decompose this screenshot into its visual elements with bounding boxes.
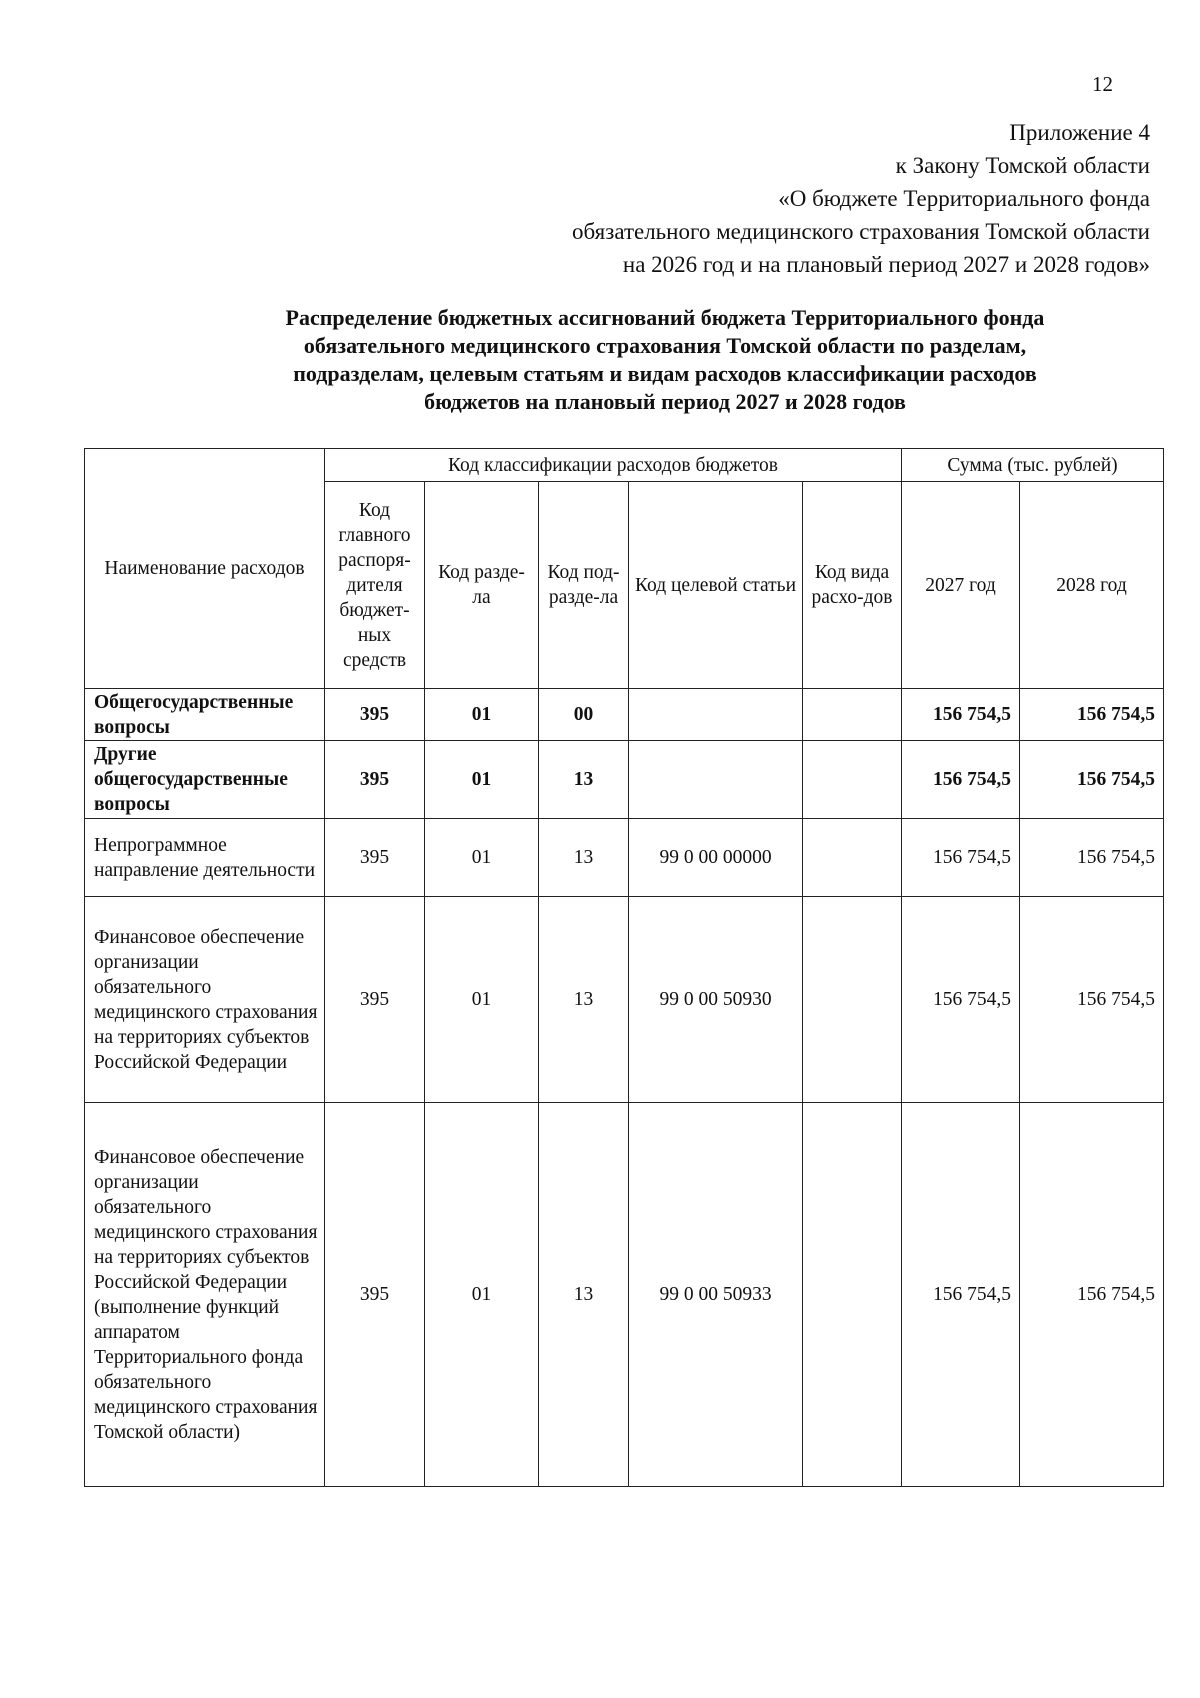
header-target-article: Код целевой статьи: [629, 482, 803, 689]
row-subsection-code: 13: [539, 741, 629, 819]
row-manager-code: 395: [325, 819, 425, 897]
row-type-code: [803, 1103, 902, 1487]
row-type-code: [803, 819, 902, 897]
appendix-line: «О бюджете Территориального фонда: [778, 186, 1150, 211]
row-section-code: 01: [425, 897, 539, 1103]
row-target-code: 99 0 00 50933: [629, 1103, 803, 1487]
row-target-code: 99 0 00 50930: [629, 897, 803, 1103]
row-amount-2028: 156 754,5: [1020, 819, 1164, 897]
row-section-code: 01: [425, 741, 539, 819]
budget-table: [84, 448, 1164, 1487]
row-section-code: 01: [425, 819, 539, 897]
row-target-code: [629, 741, 803, 819]
table-row: [85, 741, 1164, 819]
header-main-manager: Код главного распоря-дителя бюджет-ных средств: [325, 482, 425, 689]
appendix-line: обязательного медицинского страхования Томской области: [572, 219, 1150, 244]
title-line: обязательного медицинского страхования Томской области по разделам,: [303, 333, 1027, 358]
row-amount-2027: 156 754,5: [902, 819, 1020, 897]
row-subsection-code: 13: [539, 897, 629, 1103]
header-expense-type: Код вида расхо-дов: [803, 482, 902, 689]
row-subsection-code: 00: [539, 689, 629, 741]
table-row: [85, 689, 1164, 741]
header-section: Код разде-ла: [425, 482, 539, 689]
row-target-code: 99 0 00 00000: [629, 819, 803, 897]
row-subsection-code: 13: [539, 819, 629, 897]
row-manager-code: 395: [325, 689, 425, 741]
header-year-2027: 2027 год: [902, 482, 1020, 689]
row-section-code: 01: [425, 689, 539, 741]
header-subsection: Код под-разде-ла: [539, 482, 629, 689]
row-subsection-code: 13: [539, 1103, 629, 1487]
title-line: Распределение бюджетных ассигнований бюджета Территориального фонда: [285, 305, 1045, 330]
row-type-code: [803, 741, 902, 819]
header-year-2028: 2028 год: [1020, 482, 1164, 689]
table-row: [85, 1103, 1164, 1487]
row-amount-2027: 156 754,5: [902, 1103, 1020, 1487]
appendix-line: Приложение 4: [1009, 120, 1150, 145]
title-line: бюджетов на плановый период 2027 и 2028 годов: [424, 389, 906, 414]
table-row: [85, 897, 1164, 1103]
row-section-code: 01: [425, 1103, 539, 1487]
header-amount: Сумма (тыс. рублей): [902, 449, 1164, 482]
header-name: Наименование расходов: [85, 449, 325, 689]
row-name: Непрограммное направление деятельности: [85, 819, 325, 897]
appendix-line: на 2026 год и на плановый период 2027 и 2028 годов»: [622, 252, 1150, 277]
appendix-line: к Закону Томской области: [895, 153, 1150, 178]
row-amount-2027: 156 754,5: [902, 689, 1020, 741]
row-amount-2028: 156 754,5: [1020, 897, 1164, 1103]
row-amount-2027: 156 754,5: [902, 897, 1020, 1103]
row-amount-2027: 156 754,5: [902, 741, 1020, 819]
row-type-code: [803, 689, 902, 741]
appendix-header: [572, 116, 1150, 281]
header-classification: Код классификации расходов бюджетов: [325, 449, 902, 482]
table-row: [85, 819, 1164, 897]
document-title: [130, 304, 1200, 416]
row-name: Финансовое обеспечение организации обязательного медицинского страхования на территориях субъектов Российской Федерации (выполнение функций аппаратом Территориального фонда обязательного медицинского страхования Томской области): [85, 1103, 325, 1487]
row-name: Финансовое обеспечение организации обязательного медицинского страхования на территориях субъектов Российской Федерации: [85, 897, 325, 1103]
title-line: подразделам, целевым статьям и видам расходов классификации расходов: [293, 361, 1037, 386]
row-amount-2028: 156 754,5: [1020, 741, 1164, 819]
row-name: Другие общегосударственные вопросы: [85, 741, 325, 819]
row-name: Общегосударственные вопросы: [85, 689, 325, 741]
row-target-code: [629, 689, 803, 741]
row-amount-2028: 156 754,5: [1020, 1103, 1164, 1487]
row-manager-code: 395: [325, 741, 425, 819]
row-type-code: [803, 897, 902, 1103]
row-manager-code: 395: [325, 897, 425, 1103]
row-manager-code: 395: [325, 1103, 425, 1487]
row-amount-2028: 156 754,5: [1020, 689, 1164, 741]
page-number: 12: [1092, 72, 1113, 96]
